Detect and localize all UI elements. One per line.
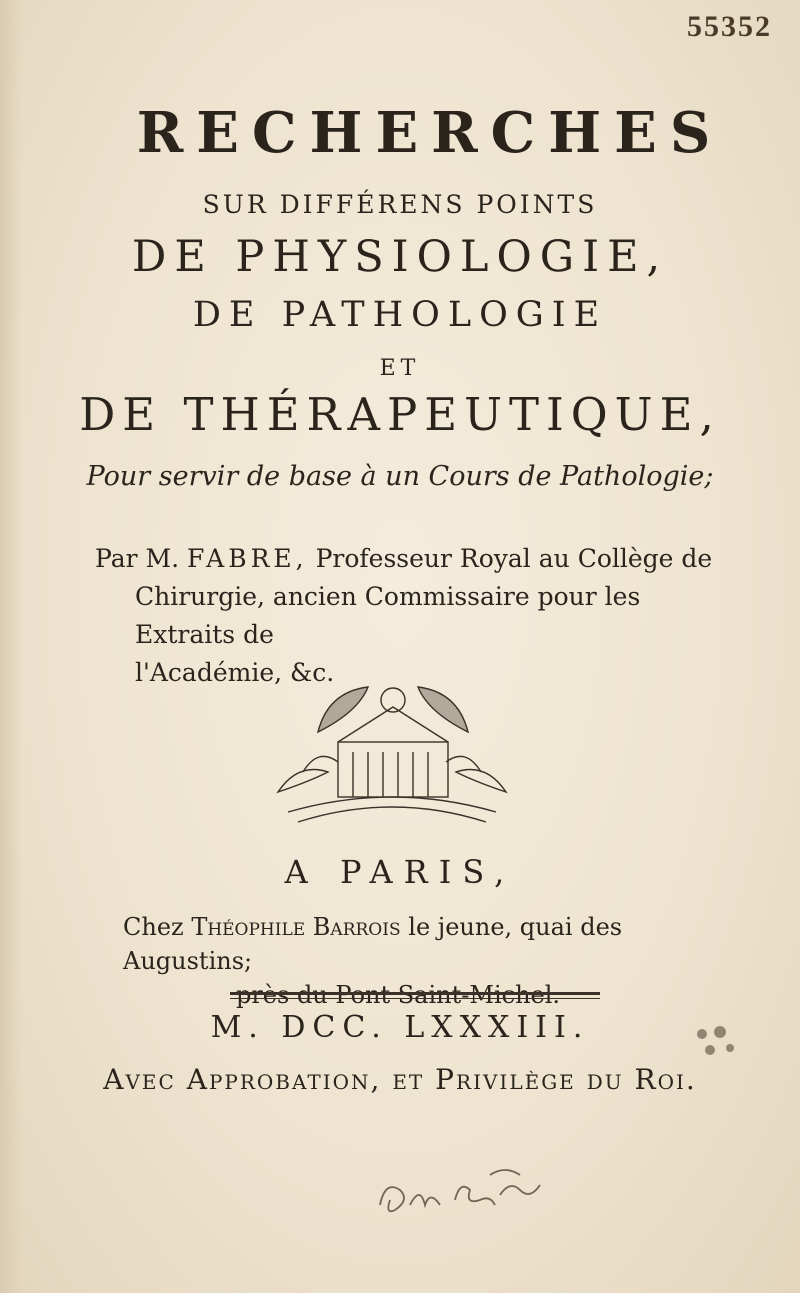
handwritten-signature [370, 1160, 550, 1230]
author-block [95, 540, 735, 692]
privilege-approbation: Approbation, [186, 1063, 382, 1096]
shelf-mark: 55352 [687, 10, 772, 43]
title-physiologie: DE PHYSIOLOGIE, [131, 232, 669, 282]
imprint-chez: Chez [123, 913, 184, 941]
printer-vignette-ornament [258, 672, 526, 832]
privilege-roi: Roi. [634, 1063, 697, 1096]
title-therapeutique: DE THÉRAPEUTIQUE, [79, 388, 721, 441]
imprint-date: M. DCC. LXXXIII. [210, 1010, 590, 1045]
author-title: Professeur Royal au Collège de [315, 544, 713, 573]
imprint-line-1 [123, 913, 622, 975]
author-line-2: Chirurgie, ancien Commissaire pour les Extraits de [135, 582, 641, 649]
imprint-place: A PARIS, [284, 853, 516, 891]
author-name: FABRE, [187, 544, 308, 573]
privilege-et: et [392, 1063, 425, 1096]
library-stamp [690, 1022, 740, 1062]
main-title: RECHERCHES [136, 100, 724, 166]
title-pathologie: DE PATHOLOGIE [192, 295, 608, 335]
privilege-privilege: Privilège [435, 1063, 576, 1096]
imprint-address: le jeune, quai des Augustins; [123, 913, 623, 975]
subtitle: SUR DIFFÉRENS POINTS [202, 190, 598, 219]
privilege-du: du [586, 1063, 624, 1096]
imprint-address-2: près du Pont Saint-Michel. [235, 981, 561, 1009]
author-prefix: Par M. [95, 544, 180, 573]
author-line-1 [95, 544, 712, 573]
imprint-publisher: Théophile Barrois [191, 913, 401, 941]
divider-rule [230, 992, 600, 999]
privilege-avec: Avec [103, 1063, 176, 1096]
title-et: ET [379, 356, 421, 381]
title-purpose: Pour servir de base à un Cours de Pathologie; [86, 461, 714, 492]
privilege-line [0, 1063, 800, 1096]
author-line-3: l'Académie, &c. [135, 658, 335, 687]
